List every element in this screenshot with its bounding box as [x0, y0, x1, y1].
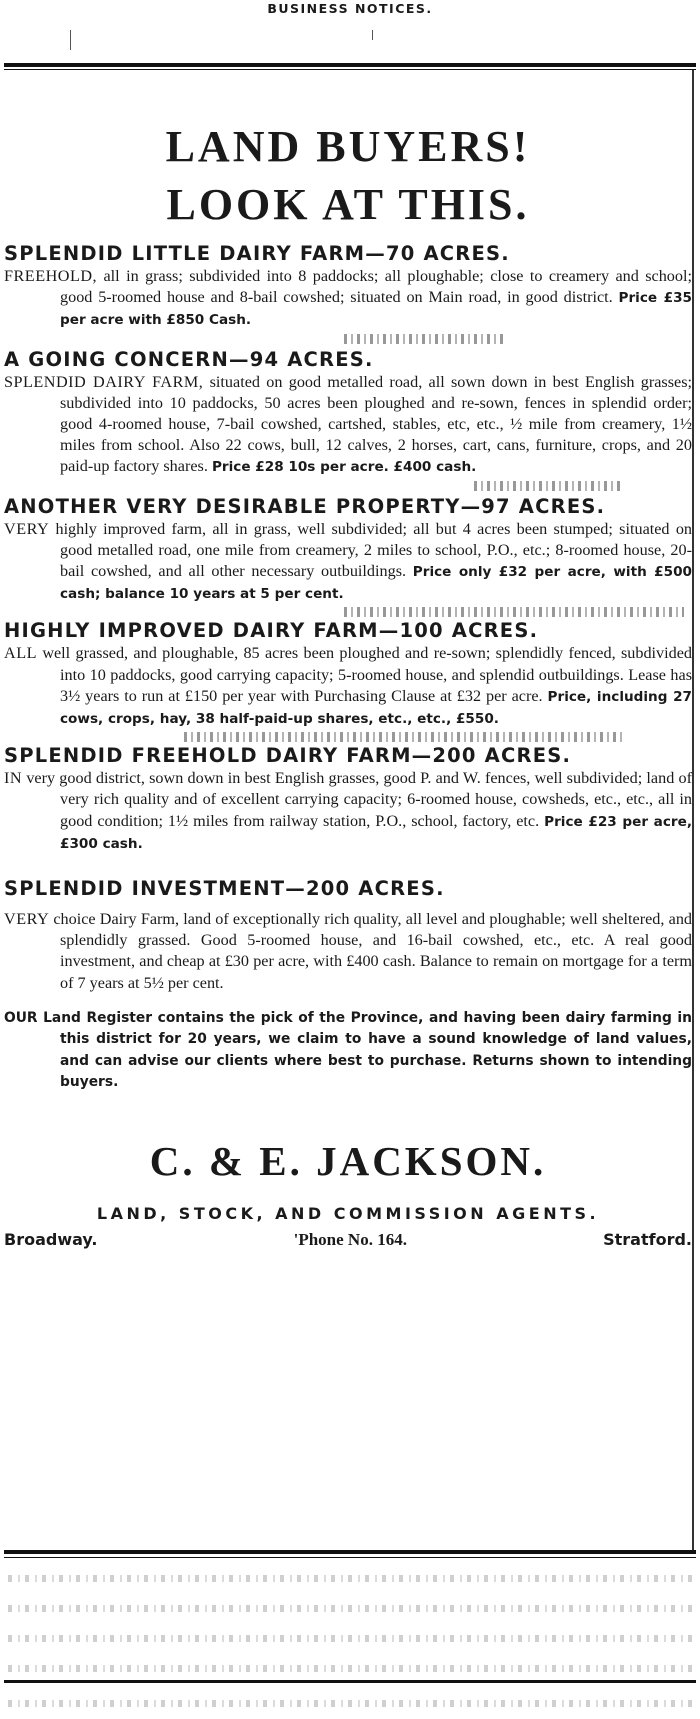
page-header: BUSINESS NOTICES. — [267, 1, 433, 16]
listing-text: highly improved farm, all in grass, well subdivided; all but 4 acres been stumped; situated on good metalled road, one mile from creamery, 2 miles to school, P.O., etc.; 8-roomed house, 20-bail cowshed, and all other necessary outbuildings. — [55, 519, 693, 581]
listing — [4, 348, 692, 479]
lower-rule — [4, 1680, 696, 1683]
listing-body — [4, 266, 692, 332]
listing-lead: VERY — [4, 910, 50, 929]
listing — [4, 744, 692, 855]
listing — [4, 242, 692, 332]
listing-price: Price only £32 per acre, with £500 cash; balance 10 years at 5 per cent. — [60, 564, 692, 603]
advertisement — [4, 74, 692, 1250]
headline-line-2: LOOK AT THIS. — [166, 180, 530, 229]
bleedthrough-line — [8, 1635, 692, 1642]
print-smudge — [344, 607, 684, 617]
top-rule-thick — [4, 63, 696, 67]
firm-name: C. & E. JACKSON. — [149, 1137, 547, 1184]
listing-price: Price, including 27 cows, crops, hay, 38 half-paid-up shares, etc., etc., £550. — [60, 688, 692, 728]
firm-subtitle: LAND, STOCK, AND COMMISSION AGENTS. — [96, 1203, 600, 1223]
bleedthrough-line — [8, 1605, 692, 1612]
listing-lead: FREEHOLD, — [4, 267, 98, 285]
listing-body — [4, 909, 692, 994]
print-smudge — [344, 334, 504, 344]
footer-row — [4, 1230, 692, 1250]
listing-text: well grassed, and ploughable, 85 acres been ploughed and re-sown; splendidly fenced, subdivided into 10 paddocks, good carrying capacity; 5-roomed house, and splendid outbuildings. Lease has 3½ years to run at £150 per year with Purchasing Clause at £32 per acre. — [42, 644, 693, 705]
listing-lead: SPLENDID DAIRY FARM, — [4, 372, 204, 391]
bottom-rule-thick — [4, 1550, 696, 1554]
listing-body — [4, 519, 692, 606]
listing-title: A GOING CONCERN—94 ACRES. — [4, 347, 374, 371]
listing-title: ANOTHER VERY DESIRABLE PROPERTY—97 ACRES. — [4, 494, 606, 518]
listing-text: very good district, sown down in best English grasses, good P. and W. fences, well subdivided; land of very rich quality and of excellent carrying capacity; 6-roomed house, cowsheds, etc., etc., all in good condition; 1½ miles from railway station, P.O., school, factory, etc. — [26, 769, 693, 830]
listing — [4, 619, 692, 730]
listing-price: Price £28 10s per acre. £400 cash. — [211, 459, 477, 476]
listing-title: HIGHLY IMPROVED DAIRY FARM—100 ACRES. — [4, 619, 539, 643]
listing-text: situated on good metalled road, all sown down in best English grasses; subdivided into 10 paddocks, 50 acres been ploughed and re-sown, fences in splendid order; good 4-roomed house, 7-bail cowshed, cartshed, stables, etc, etc., ½ mile from creamery, 1½ miles from school. Also 22 cows, bull, 12 calves, 2 horses, cart, cans, furniture, crops, and 20 paid-up factory shares. — [60, 372, 693, 476]
listing-title: SPLENDID INVESTMENT—200 ACRES. — [4, 877, 445, 901]
footer-town: Stratford. — [603, 1229, 692, 1249]
bleedthrough-line — [8, 1575, 692, 1582]
bottom-rule-thin — [4, 1557, 696, 1558]
column-mark — [372, 30, 373, 40]
footer-location: Broadway. — [4, 1229, 98, 1249]
listing-body — [4, 768, 692, 855]
listing-body — [4, 372, 692, 479]
headline-line-1: LAND BUYERS! — [165, 122, 531, 171]
listing-lead: VERY — [4, 519, 50, 538]
listing-lead: ALL — [4, 644, 37, 663]
listing-title: SPLENDID LITTLE DAIRY FARM—70 ACRES. — [4, 242, 510, 265]
listing-price: Price £23 per acre, £300 cash. — [60, 813, 692, 852]
bleedthrough-line — [8, 1665, 692, 1672]
listing-text: all in grass; subdivided into 8 paddocks; all ploughable; close to creamery and school; good 5-roomed house and 8-bail cowshed; situated on Main road, in good district. — [60, 267, 692, 307]
listing — [4, 495, 692, 606]
bleedthrough-line — [8, 1700, 692, 1707]
land-register-notice: OUR Land Register contains the pick of the Province, and having been dairy farming in this district for 20 years, we claim to have a sound knowledge of land values, and can advise our clients where best to purchase. Returns shown to intending buyers. — [4, 1009, 692, 1091]
column-mark — [70, 30, 71, 50]
footer-phone: 'Phone No. 164. — [293, 1229, 407, 1249]
listing-price: Price £35 per acre with £850 Cash. — [60, 290, 693, 329]
listing-body — [4, 643, 692, 730]
print-smudge — [184, 732, 624, 742]
listing-text: choice Dairy Farm, land of exceptionally rich quality, all level and ploughable; well sheltered, and splendidly grassed. Good 5-roomed house, and 16-bail cowshed, etc., etc. A real good investment, and cheap at £30 per acre, with £400 cash. Balance to remain on mortgage for a term of 7 years at 5½ per cent. — [53, 910, 693, 992]
listing-lead: IN — [4, 769, 23, 788]
listing — [4, 877, 692, 994]
listing-title: SPLENDID FREEHOLD DAIRY FARM—200 ACRES. — [4, 744, 572, 768]
print-smudge — [474, 481, 624, 491]
ad-right-border — [692, 70, 694, 1550]
top-rule-thin — [4, 69, 696, 70]
